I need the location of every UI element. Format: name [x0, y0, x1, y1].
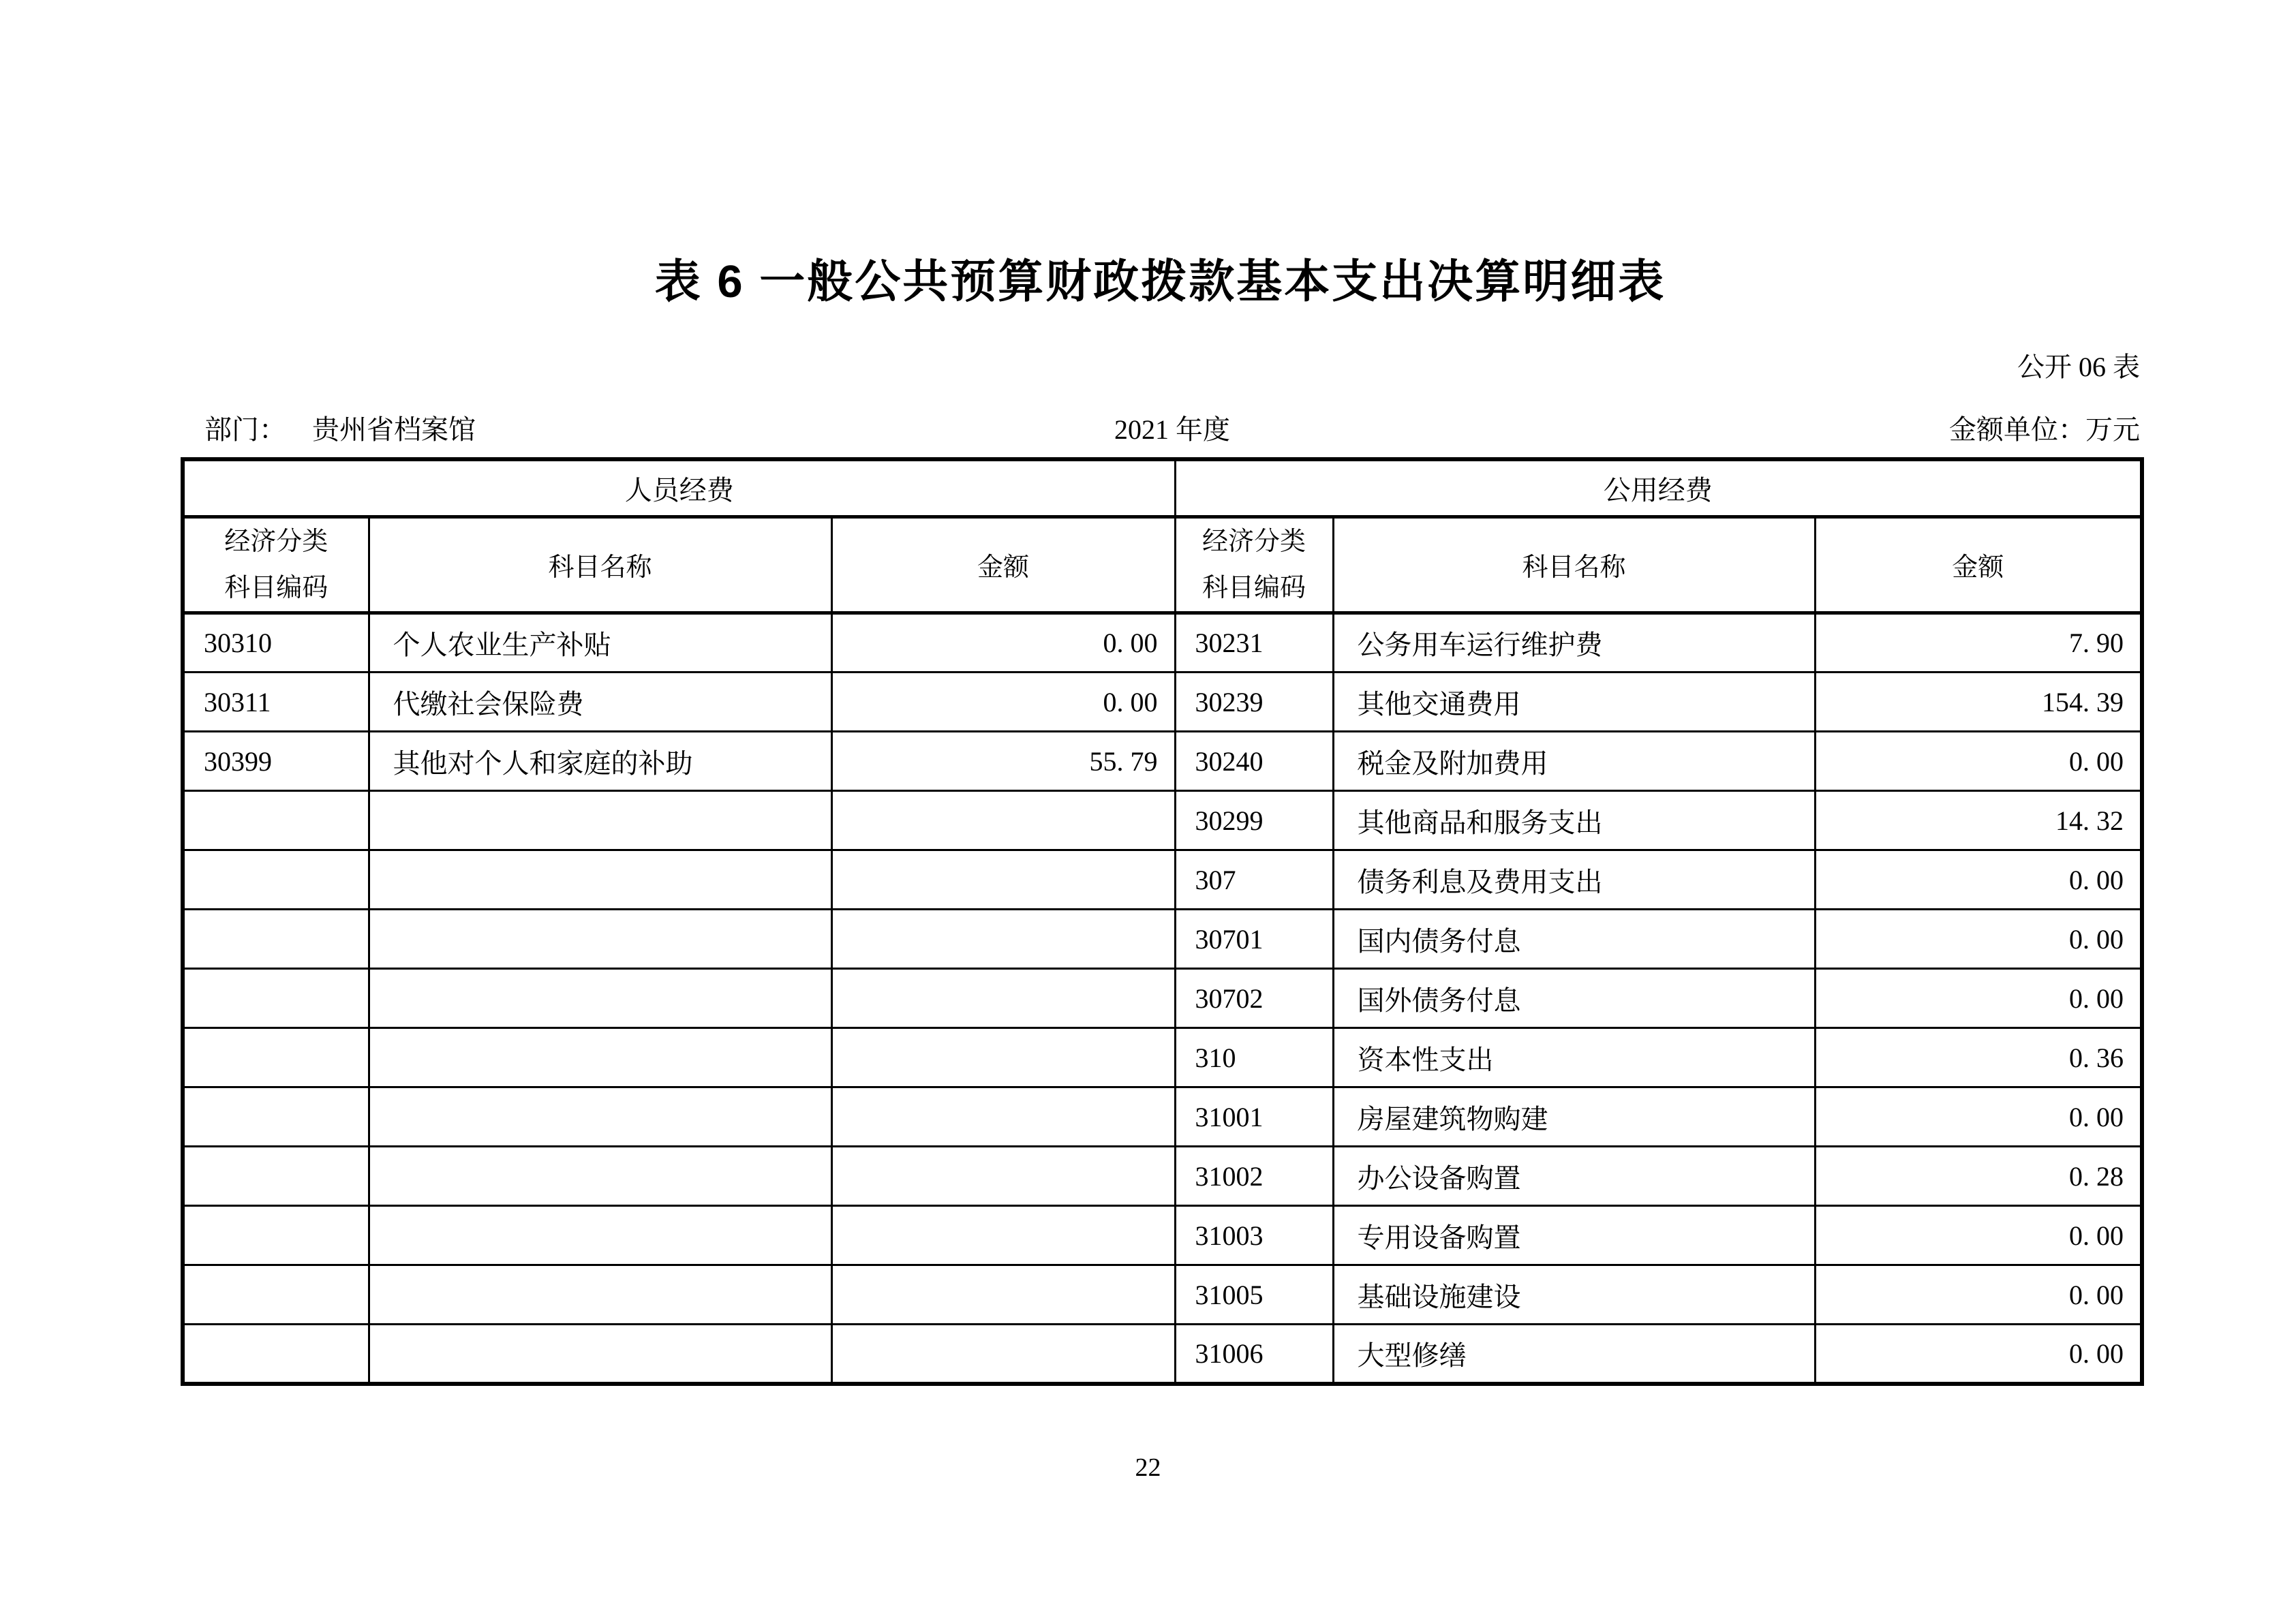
table-row [183, 969, 2142, 1028]
name-cell [369, 1206, 831, 1265]
name-cell: 房屋建筑物购建 [1333, 1087, 1815, 1147]
amount-cell [831, 969, 1175, 1028]
name-cell [369, 969, 831, 1028]
amount-cell: 0. 00 [1815, 1206, 2142, 1265]
amount-cell [831, 791, 1175, 850]
amount-cell: 154. 39 [1815, 673, 2142, 732]
left-section-title: 人员经费 [183, 459, 1175, 516]
code-cell: 30311 [183, 673, 369, 732]
amount-cell: 0. 00 [1815, 732, 2142, 791]
right-name-header: 科目名称 [1333, 516, 1815, 613]
page-title: 表 6 一般公共预算财政拨款基本支出决算明细表 [654, 256, 1666, 307]
code-cell [183, 1325, 369, 1384]
table-row [183, 910, 2142, 969]
amount-cell [831, 1028, 1175, 1087]
table-body [183, 613, 2142, 1384]
name-cell [369, 850, 831, 910]
department-value: 贵州省档案馆 [312, 414, 476, 445]
table-row [183, 791, 2142, 850]
amount-cell: 0. 00 [1815, 850, 2142, 910]
amount-cell: 7. 90 [1815, 613, 2142, 673]
code-cell: 30239 [1175, 673, 1333, 732]
amount-cell [831, 1087, 1175, 1147]
sheet [181, 0, 2140, 1386]
name-cell: 代缴社会保险费 [369, 673, 831, 732]
amount-unit: 金额单位：万元 [1949, 414, 2141, 445]
table-row [183, 1325, 2142, 1384]
code-cell [183, 791, 369, 850]
code-cell: 31003 [1175, 1206, 1333, 1265]
code-cell: 30240 [1175, 732, 1333, 791]
amount-cell: 0. 00 [1815, 1325, 2142, 1384]
amount-cell: 0. 00 [831, 613, 1175, 673]
left-code-header [183, 516, 369, 613]
amount-cell [831, 1147, 1175, 1206]
code-cell: 31006 [1175, 1325, 1333, 1384]
table-row [183, 850, 2142, 910]
table-row [183, 1028, 2142, 1087]
table-head [183, 459, 2142, 613]
amount-cell [831, 1265, 1175, 1325]
right-code-header [1175, 516, 1333, 613]
section-header-row [183, 459, 2142, 516]
amount-cell: 0. 00 [1815, 910, 2142, 969]
code-cell: 30701 [1175, 910, 1333, 969]
amount-cell: 0. 36 [1815, 1028, 2142, 1087]
meta-row [181, 416, 2140, 444]
code-cell [183, 1087, 369, 1147]
name-cell: 其他商品和服务支出 [1333, 791, 1815, 850]
name-cell [369, 1028, 831, 1087]
name-cell: 国内债务付息 [1333, 910, 1815, 969]
right-section-title: 公用经费 [1175, 459, 2142, 516]
amount-cell [831, 910, 1175, 969]
code-cell [183, 1028, 369, 1087]
right-code-header-line1: 经济分类 [1202, 527, 1306, 556]
code-cell: 310 [1175, 1028, 1333, 1087]
code-cell [183, 1147, 369, 1206]
amount-cell: 14. 32 [1815, 791, 2142, 850]
name-cell: 公务用车运行维护费 [1333, 613, 1815, 673]
name-cell [369, 791, 831, 850]
name-cell [369, 910, 831, 969]
amount-cell: 0. 00 [1815, 1087, 2142, 1147]
name-cell: 其他对个人和家庭的补助 [369, 732, 831, 791]
amount-cell [831, 1325, 1175, 1384]
code-cell: 31001 [1175, 1087, 1333, 1147]
name-cell: 国外债务付息 [1333, 969, 1815, 1028]
code-cell [183, 1265, 369, 1325]
amount-cell [831, 850, 1175, 910]
left-amount-header: 金额 [831, 516, 1175, 613]
name-cell: 办公设备购置 [1333, 1147, 1815, 1206]
department [181, 416, 850, 444]
name-cell: 大型修缮 [1333, 1325, 1815, 1384]
name-cell: 其他交通费用 [1333, 673, 1815, 732]
name-cell: 个人农业生产补贴 [369, 613, 831, 673]
name-cell [369, 1087, 831, 1147]
left-code-header-line2: 科目编码 [224, 573, 328, 602]
code-cell [183, 850, 369, 910]
right-code-header-line2: 科目编码 [1202, 573, 1306, 602]
name-cell: 基础设施建设 [1333, 1265, 1815, 1325]
code-cell: 30702 [1175, 969, 1333, 1028]
table-row [183, 1206, 2142, 1265]
table-row [183, 732, 2142, 791]
page-number: 22 [1135, 1453, 1161, 1482]
code-cell: 307 [1175, 850, 1333, 910]
code-cell: 31005 [1175, 1265, 1333, 1325]
code-cell [183, 969, 369, 1028]
amount-cell: 0. 00 [831, 673, 1175, 732]
code-cell: 30310 [183, 613, 369, 673]
amount-cell: 0. 00 [1815, 1265, 2142, 1325]
code-cell: 31002 [1175, 1147, 1333, 1206]
amount-cell: 0. 00 [1815, 969, 2142, 1028]
table-row [183, 1147, 2142, 1206]
left-code-header-line1: 经济分类 [224, 527, 328, 556]
code-cell: 30399 [183, 732, 369, 791]
amount-cell: 0. 28 [1815, 1147, 2142, 1206]
amount-cell [831, 1206, 1175, 1265]
table-row [183, 673, 2142, 732]
code-cell: 30299 [1175, 791, 1333, 850]
fiscal-year: 2021 年度 [1114, 414, 1230, 445]
column-header-row [183, 516, 2142, 613]
amount-cell: 55. 79 [831, 732, 1175, 791]
left-name-header: 科目名称 [369, 516, 831, 613]
code-cell [183, 1206, 369, 1265]
name-cell: 资本性支出 [1333, 1028, 1815, 1087]
form-code: 公开 06 表 [2017, 352, 2140, 382]
name-cell: 专用设备购置 [1333, 1206, 1815, 1265]
code-cell [183, 910, 369, 969]
name-cell [369, 1147, 831, 1206]
table-row [183, 1265, 2142, 1325]
table-row [183, 613, 2142, 673]
department-label: 部门： [204, 414, 286, 445]
right-amount-header: 金额 [1815, 516, 2142, 613]
name-cell [369, 1325, 831, 1384]
name-cell: 税金及附加费用 [1333, 732, 1815, 791]
expense-detail-table [181, 457, 2144, 1386]
name-cell [369, 1265, 831, 1325]
table-row [183, 1087, 2142, 1147]
code-cell: 30231 [1175, 613, 1333, 673]
name-cell: 债务利息及费用支出 [1333, 850, 1815, 910]
